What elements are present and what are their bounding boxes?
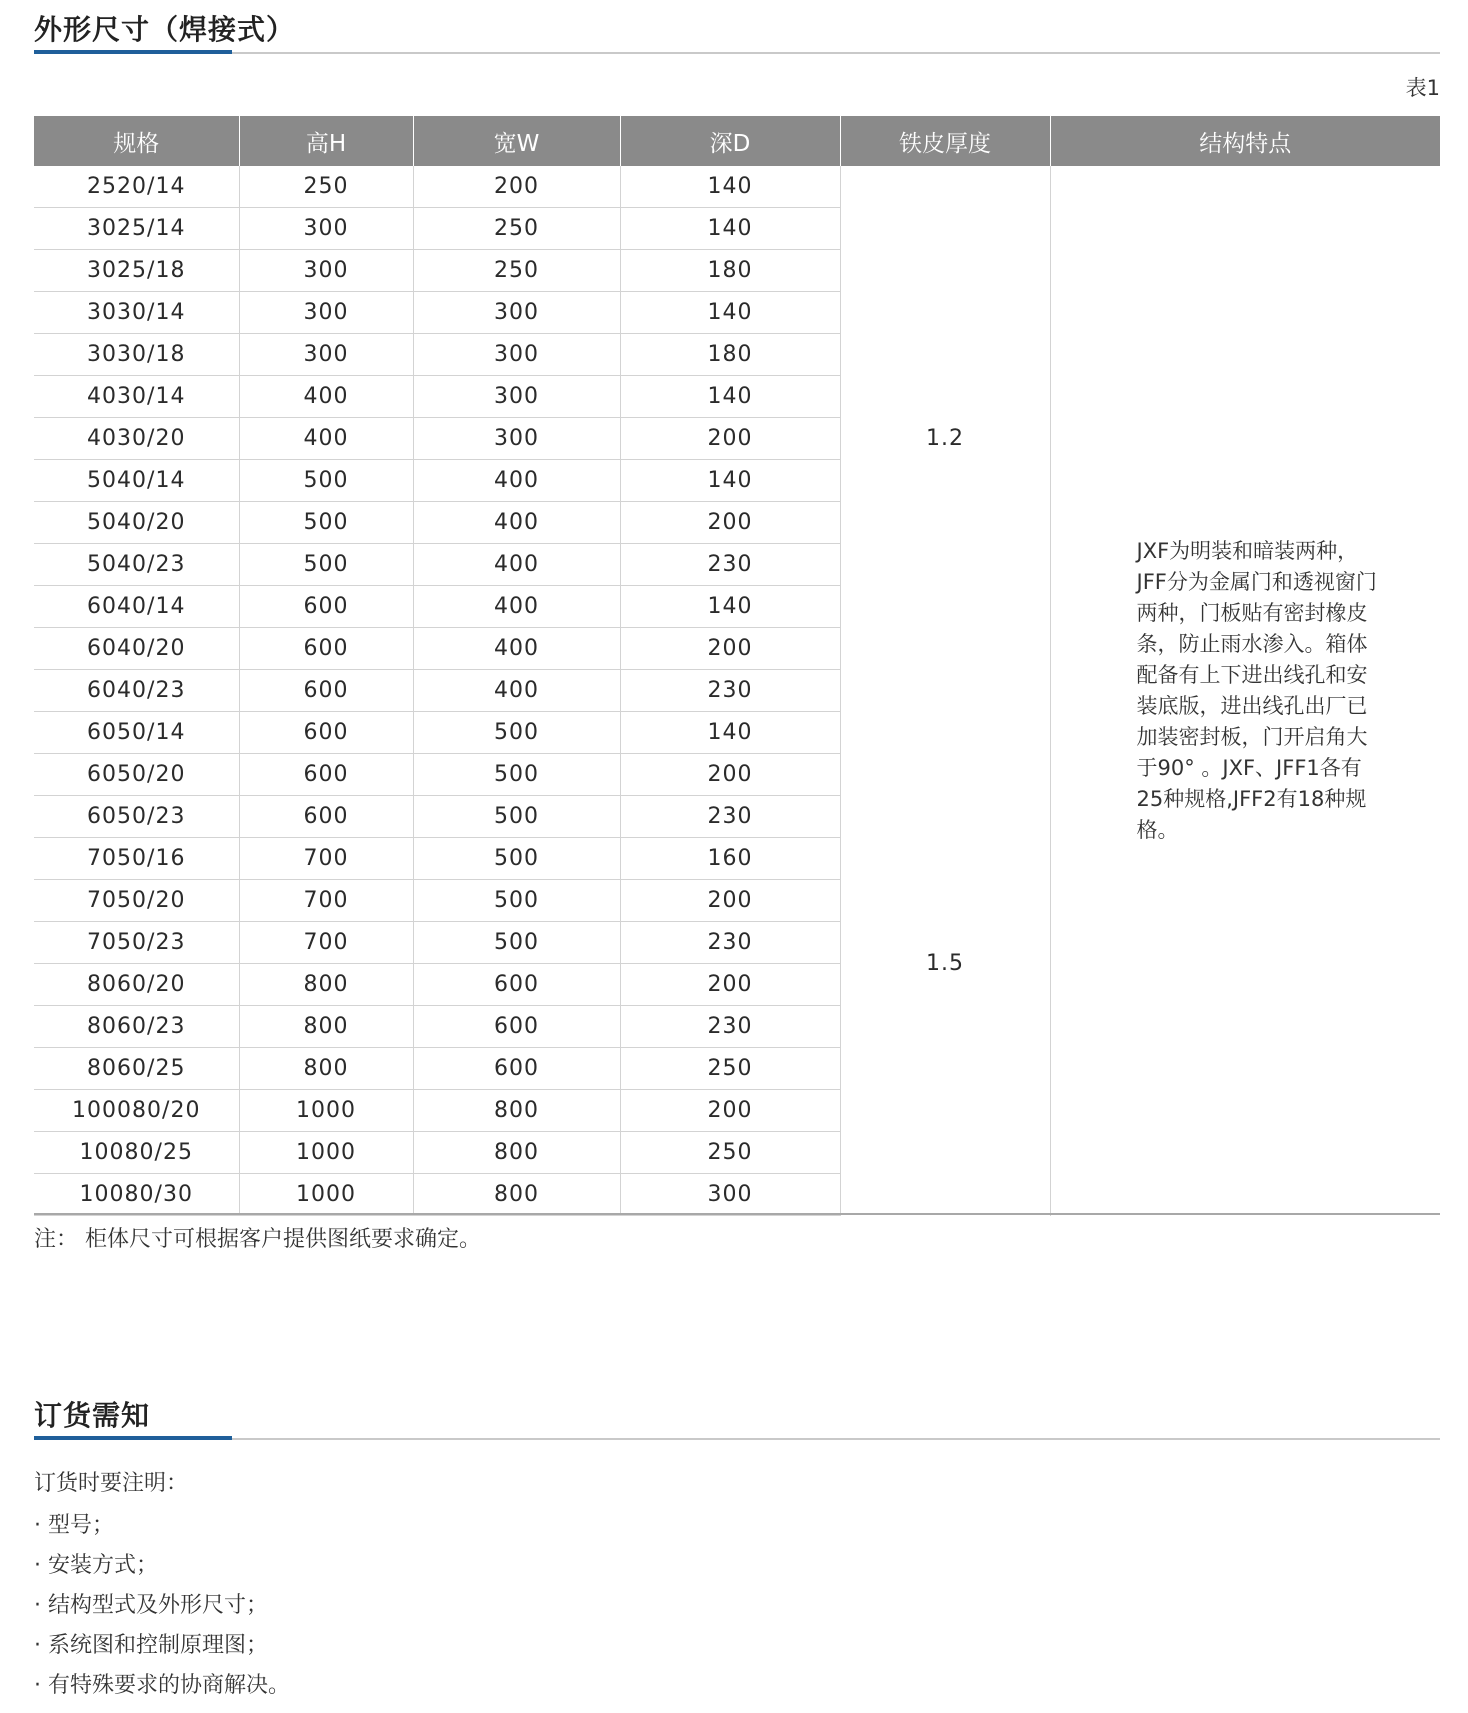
cell-width: 800 <box>413 1174 620 1216</box>
cell-depth: 200 <box>620 880 840 922</box>
cell-width: 250 <box>413 250 620 292</box>
ordering-intro: 订货时要注明： <box>34 1471 189 1496</box>
cell-height: 800 <box>239 964 413 1006</box>
list-item: · 有特殊要求的协商解决。 <box>34 1673 290 1698</box>
cell-spec: 2520/14 <box>34 166 239 208</box>
cell-spec: 4030/20 <box>34 418 239 460</box>
cell-depth: 230 <box>620 922 840 964</box>
cell-spec: 6040/23 <box>34 670 239 712</box>
cell-width: 400 <box>413 586 620 628</box>
cell-depth: 200 <box>620 628 840 670</box>
cell-width: 800 <box>413 1132 620 1174</box>
cell-spec: 3025/14 <box>34 208 239 250</box>
cell-width: 400 <box>413 544 620 586</box>
table-number: 表1 <box>1405 76 1440 100</box>
table-note: 注： 柜体尺寸可根据客户提供图纸要求确定。 <box>34 1227 481 1252</box>
cell-depth: 200 <box>620 964 840 1006</box>
cell-depth: 200 <box>620 418 840 460</box>
cell-height: 800 <box>239 1006 413 1048</box>
section-title-dimensions: 外形尺寸（焊接式） <box>34 13 296 46</box>
cell-height: 300 <box>239 208 413 250</box>
header-thickness: 铁皮厚度 <box>840 116 1050 166</box>
header-width: 宽W <box>413 116 620 166</box>
cell-height: 700 <box>239 922 413 964</box>
cell-width: 500 <box>413 880 620 922</box>
cell-spec: 8060/23 <box>34 1006 239 1048</box>
cell-height: 300 <box>239 334 413 376</box>
cell-width: 500 <box>413 796 620 838</box>
header-height: 高H <box>239 116 413 166</box>
cell-spec: 7050/23 <box>34 922 239 964</box>
cell-depth: 140 <box>620 292 840 334</box>
cell-width: 600 <box>413 964 620 1006</box>
cell-height: 400 <box>239 376 413 418</box>
cell-width: 300 <box>413 292 620 334</box>
features-text: JXF为明装和暗装两种，JFF分为金属门和透视窗门两种，门板贴有密封橡皮条，防止雨水渗入。箱体配备有上下进出线孔和安装底版，进出线孔出厂已加装密封板，门开启角大于90° 。JXF、JFF1各有25种规格,JFF2有18种规格。 <box>1136 538 1377 842</box>
cell-depth: 160 <box>620 838 840 880</box>
cell-height: 800 <box>239 1048 413 1090</box>
cell-height: 300 <box>239 250 413 292</box>
cell-width: 300 <box>413 376 620 418</box>
cell-depth: 140 <box>620 166 840 208</box>
cell-depth: 200 <box>620 502 840 544</box>
cell-spec: 7050/16 <box>34 838 239 880</box>
cell-width: 500 <box>413 838 620 880</box>
cell-spec: 3030/14 <box>34 292 239 334</box>
cell-height: 600 <box>239 754 413 796</box>
cell-spec: 6050/20 <box>34 754 239 796</box>
cell-spec: 4030/14 <box>34 376 239 418</box>
cell-spec: 3025/18 <box>34 250 239 292</box>
cell-height: 700 <box>239 838 413 880</box>
cell-width: 600 <box>413 1048 620 1090</box>
cell-spec: 10080/30 <box>34 1174 239 1216</box>
cell-spec: 6050/23 <box>34 796 239 838</box>
cell-spec: 10080/25 <box>34 1132 239 1174</box>
cell-thickness: 1.2 <box>840 166 1050 712</box>
cell-width: 500 <box>413 712 620 754</box>
cell-height: 1000 <box>239 1132 413 1174</box>
cell-depth: 140 <box>620 376 840 418</box>
table-bottom-rule <box>34 1213 1440 1215</box>
cell-depth: 230 <box>620 796 840 838</box>
cell-spec: 100080/20 <box>34 1090 239 1132</box>
cell-height: 500 <box>239 460 413 502</box>
cell-height: 500 <box>239 502 413 544</box>
cell-height: 1000 <box>239 1090 413 1132</box>
cell-height: 1000 <box>239 1174 413 1216</box>
cell-spec: 6050/14 <box>34 712 239 754</box>
section-divider-accent <box>34 1436 232 1440</box>
cell-spec: 5040/23 <box>34 544 239 586</box>
header-features: 结构特点 <box>1050 116 1440 166</box>
header-spec: 规格 <box>34 116 239 166</box>
section-divider <box>34 52 1440 54</box>
cell-width: 500 <box>413 922 620 964</box>
cell-depth: 230 <box>620 544 840 586</box>
ordering-list <box>34 1506 290 1706</box>
cell-width: 300 <box>413 418 620 460</box>
cell-height: 300 <box>239 292 413 334</box>
cell-width: 600 <box>413 1006 620 1048</box>
cell-width: 400 <box>413 460 620 502</box>
cell-spec: 6040/14 <box>34 586 239 628</box>
cell-width: 250 <box>413 208 620 250</box>
cell-depth: 200 <box>620 1090 840 1132</box>
cell-width: 400 <box>413 502 620 544</box>
cell-width: 400 <box>413 628 620 670</box>
cell-height: 500 <box>239 544 413 586</box>
cell-spec: 6040/20 <box>34 628 239 670</box>
cell-spec: 8060/25 <box>34 1048 239 1090</box>
cell-depth: 250 <box>620 1048 840 1090</box>
cell-spec: 5040/14 <box>34 460 239 502</box>
list-item: · 结构型式及外形尺寸； <box>34 1593 268 1618</box>
cell-depth: 140 <box>620 460 840 502</box>
cell-depth: 200 <box>620 754 840 796</box>
section-divider-accent <box>34 50 232 54</box>
cell-height: 250 <box>239 166 413 208</box>
cell-depth: 180 <box>620 334 840 376</box>
list-item: · 安装方式； <box>34 1553 158 1578</box>
section-divider <box>34 1438 1440 1440</box>
cell-features <box>1050 166 1440 1216</box>
cell-width: 400 <box>413 670 620 712</box>
cell-width: 800 <box>413 1090 620 1132</box>
cell-depth: 250 <box>620 1132 840 1174</box>
cell-height: 600 <box>239 586 413 628</box>
cell-thickness: 1.5 <box>840 712 1050 1216</box>
cell-height: 600 <box>239 670 413 712</box>
cell-spec: 7050/20 <box>34 880 239 922</box>
cell-depth: 140 <box>620 586 840 628</box>
list-item: · 系统图和控制原理图； <box>34 1633 268 1658</box>
table-body <box>34 166 1440 1216</box>
cell-spec: 8060/20 <box>34 964 239 1006</box>
list-item: · 型号； <box>34 1513 114 1538</box>
section-title-ordering: 订货需知 <box>34 1399 151 1432</box>
cell-depth: 300 <box>620 1174 840 1216</box>
cell-depth: 140 <box>620 712 840 754</box>
table-header-row <box>34 116 1440 166</box>
dimensions-table <box>34 116 1440 1216</box>
cell-height: 600 <box>239 628 413 670</box>
cell-height: 400 <box>239 418 413 460</box>
cell-width: 500 <box>413 754 620 796</box>
cell-depth: 140 <box>620 208 840 250</box>
table-row <box>34 166 1440 208</box>
cell-height: 600 <box>239 712 413 754</box>
cell-depth: 180 <box>620 250 840 292</box>
cell-depth: 230 <box>620 670 840 712</box>
cell-height: 600 <box>239 796 413 838</box>
cell-spec: 3030/18 <box>34 334 239 376</box>
cell-height: 700 <box>239 880 413 922</box>
cell-depth: 230 <box>620 1006 840 1048</box>
cell-width: 300 <box>413 334 620 376</box>
cell-width: 200 <box>413 166 620 208</box>
cell-spec: 5040/20 <box>34 502 239 544</box>
header-depth: 深D <box>620 116 840 166</box>
